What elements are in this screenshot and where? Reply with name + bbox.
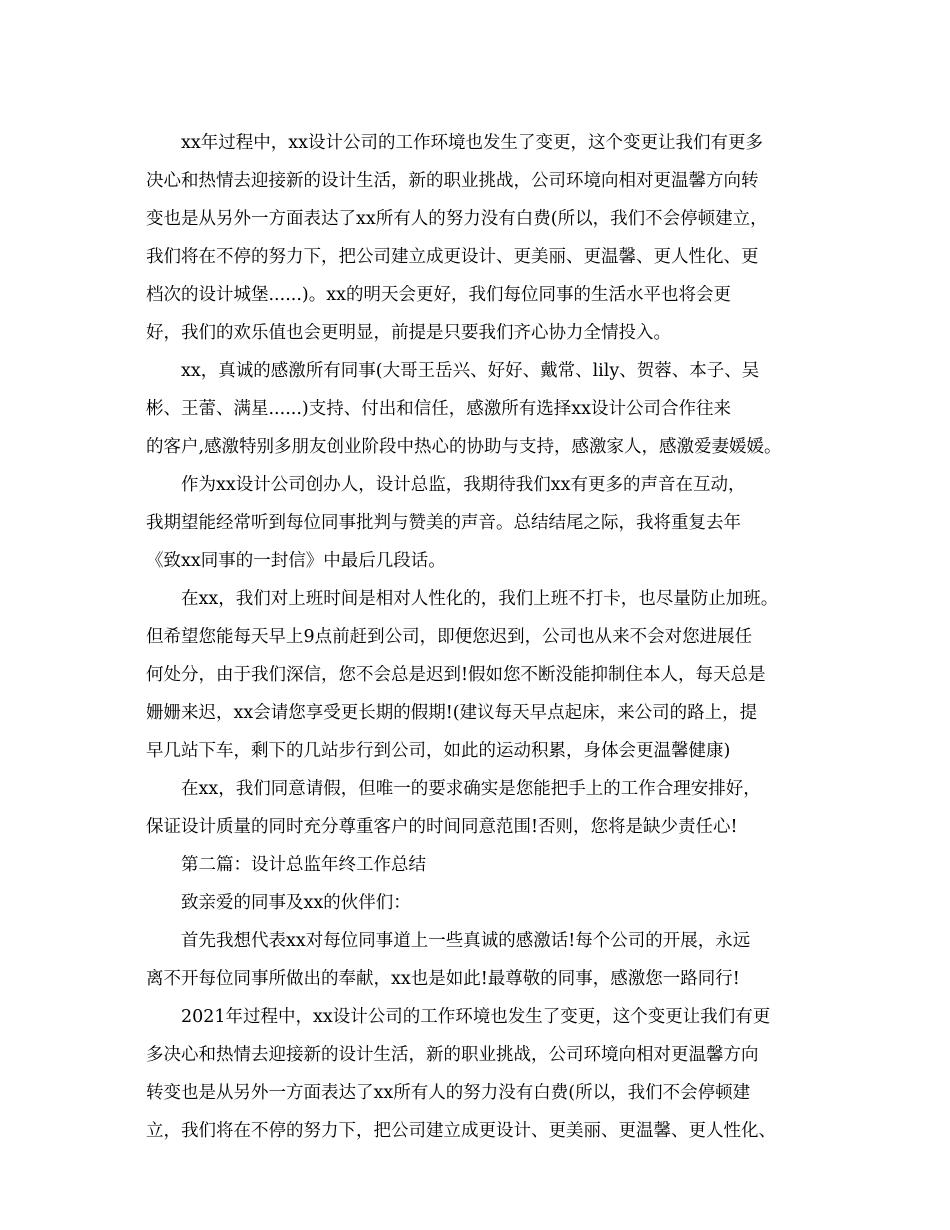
text-line-5: 档次的设计城堡......)。xx的明天会更好，我们每位同事的生活水平也将会更 — [146, 285, 731, 305]
text-line-23: 离不开每位同事所做出的奉献，xx也是如此!最尊敬的同事，感激您一路同行! — [146, 969, 740, 989]
text-line-11: 我期望能经常听到每位同事批判与赞美的声音。总结结尾之际，我将重复去年 — [146, 513, 741, 533]
text-line-8: 彬、王蕾、满星......)支持、付出和信任，感激所有选择xx设计公司合作往来 — [146, 399, 731, 419]
text-line-6: 好，我们的欢乐值也会更明显，前提是只要我们齐心协力全情投入。 — [146, 323, 671, 343]
text-line-26: 转变也是从另外一方面表达了xx所有人的努力没有白费(所以，我们不会停顿建 — [146, 1083, 751, 1103]
text-line-2: 决心和热情去迎接新的设计生活，新的职业挑战，公司环境向相对更温馨方向转 — [146, 171, 759, 191]
text-line-17: 早几站下车，剩下的几站步行到公司，如此的运动积累，身体会更温馨健康) — [146, 741, 731, 761]
text-line-7: xx，真诚的感激所有同事(大哥王岳兴、好好、戴常、lily、贺蓉、本子、吴 — [181, 361, 760, 381]
text-line-12: 《致xx同事的一封信》中最后几段话。 — [146, 551, 446, 571]
text-line-25: 多决心和热情去迎接新的设计生活，新的职业挑战，公司环境向相对更温馨方向 — [146, 1045, 759, 1065]
text-line-24: 2021年过程中，xx设计公司的工作环境也发生了变更，这个变更让我们有更 — [181, 1007, 771, 1027]
text-line-13: 在xx，我们对上班时间是相对人性化的，我们上班不打卡，也尽量防止加班。 — [181, 589, 779, 609]
text-line-27: 立，我们将在不停的努力下，把公司建立成更设计、更美丽、更温馨、更人性化、 — [146, 1121, 776, 1141]
text-line-10: 作为xx设计公司创办人，设计总监，我期待我们xx有更多的声音在互动， — [181, 475, 746, 495]
document-body — [146, 124, 826, 1150]
salutation: 致亲爱的同事及xx的伙伴们： — [181, 893, 411, 913]
text-line-19: 保证设计质量的同时充分尊重客户的时间同意范围!否则，您将是缺少责任心! — [146, 817, 738, 837]
text-line-4: 我们将在不停的努力下，把公司建立成更设计、更美丽、更温馨、更人性化、更 — [146, 247, 759, 267]
text-line-18: 在xx，我们同意请假，但唯一的要求确实是您能把手上的工作合理安排好， — [181, 779, 761, 799]
text-line-22: 首先我想代表xx对每位同事道上一些真诚的感激话!每个公司的开展，永远 — [181, 931, 751, 951]
text-line-9: 的客户,感激特别多朋友创业阶段中热心的协助与支持，感激家人，感激爱妻媛媛。 — [146, 437, 782, 457]
text-line-14: 但希望您能每天早上9点前赶到公司，即便您迟到，公司也从来不会对您进展任 — [146, 627, 753, 647]
section-heading: 第二篇：设计总监年终工作总结 — [181, 855, 426, 875]
text-line-16: 姗姗来迟，xx会请您享受更长期的假期!(建议每天早点起床，来公司的路上，提 — [146, 703, 758, 723]
text-line-15: 何处分，由于我们深信，您不会总是迟到!假如您不断没能抑制住本人，每天总是 — [146, 665, 766, 685]
text-line-3: 变也是从另外一方面表达了xx所有人的努力没有白费(所以，我们不会停顿建立， — [146, 209, 768, 229]
text-line-1: xx年过程中，xx设计公司的工作环境也发生了变更，这个变更让我们有更多 — [181, 133, 763, 153]
